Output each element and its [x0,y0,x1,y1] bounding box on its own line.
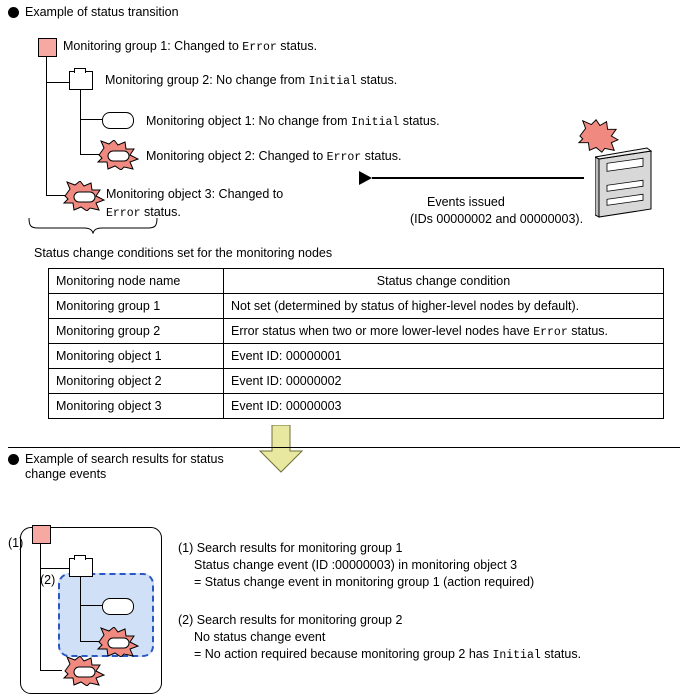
table-cell-condition: Error status when two or more lower-level nodes have Error status. [224,319,664,344]
table-cell-node-name: Monitoring object 1 [49,344,224,369]
section-heading-status-transition [8,5,179,20]
result-branch-object1 [80,605,102,606]
bullet-icon [8,454,19,465]
callout-1-label: (1) [8,536,24,550]
label-monitoring-group-2: Monitoring group 2: No change from Initial status. [105,73,398,88]
tree-branch-object1 [80,119,102,120]
callout-2-label: (2) [40,573,56,587]
table-row [49,319,664,344]
table-header-condition: Status change condition [224,269,664,294]
table-row [49,344,664,369]
node-monitoring-group-2[interactable] [69,71,93,90]
tree-branch-group2 [46,82,69,83]
tree-trunk-line-2 [80,90,81,154]
label-monitoring-object-2: Monitoring object 2: Changed to Error status. [146,149,402,164]
table-cell-node-name: Monitoring group 2 [49,319,224,344]
result-node-monitoring-object-1[interactable] [102,598,134,615]
events-arrow-line [372,177,584,179]
table-cell-condition: Event ID: 00000003 [224,394,664,419]
tree-trunk-line [46,55,47,195]
node-monitoring-object-1[interactable] [102,112,134,129]
search-result-1-line3: = Status change event in monitoring group 1 (action required) [194,575,535,589]
result-branch-object3 [40,670,62,671]
search-result-block-2 [178,612,581,664]
node-monitoring-object-3-error-icon[interactable] [62,181,96,209]
section-heading-label-line2: change events [25,467,107,481]
status-change-conditions-table [48,268,664,419]
label-monitoring-object-3-cont: Error status. [106,205,181,220]
events-issued-line-2: (IDs 00000002 and 00000003). [410,212,584,226]
server-illustration [595,143,657,221]
search-result-1-line2: Status change event (ID :00000003) in monitoring object 3 [194,558,518,572]
result-tree-trunk [40,543,41,670]
table-cell-condition: Event ID: 00000002 [224,369,664,394]
table-row [49,369,664,394]
section-heading-search-results [8,452,258,482]
label-monitoring-object-1: Monitoring object 1: No change from Initial status. [146,114,440,129]
section-heading-label-line1: Example of search results for status [25,452,224,466]
section-divider [8,447,680,448]
section-heading-label: Example of status transition [25,5,179,19]
result-node-monitoring-object-2-error-icon[interactable] [96,627,130,655]
table-row [49,294,664,319]
table-title: Status change conditions set for the monitoring nodes [34,246,333,260]
table-cell-condition: Event ID: 00000001 [224,344,664,369]
label-monitoring-group-1: Monitoring group 1: Changed to Error status. [63,39,318,54]
table-cell-condition: Not set (determined by status of higher-level nodes by default). [224,294,664,319]
events-issued-line-1: Events issued [427,195,505,209]
bullet-icon [8,7,19,18]
flow-down-arrow-icon [258,425,304,476]
result-branch-group2 [40,568,69,569]
result-tree-trunk-2 [80,577,81,641]
table-cell-node-name: Monitoring object 3 [49,394,224,419]
result-node-monitoring-group-1[interactable] [32,525,51,544]
events-arrow-head [359,171,372,185]
table-cell-node-name: Monitoring group 1 [49,294,224,319]
search-result-1-title: (1) Search results for monitoring group 1 [178,541,403,555]
search-result-2-title: (2) Search results for monitoring group 2 [178,613,403,627]
result-node-monitoring-object-3-error-icon[interactable] [62,656,96,684]
label-monitoring-object-3: Monitoring object 3: Changed to [106,187,284,201]
result-node-monitoring-group-2[interactable] [69,558,93,577]
server-error-burst-icon [577,118,611,146]
table-header-node-name: Monitoring node name [49,269,224,294]
node-monitoring-object-2-error-icon[interactable] [96,140,130,168]
table-header-row [49,269,664,294]
search-result-2-line3: = No action required because monitoring group 2 has Initial status. [194,647,582,662]
node-monitoring-group-1[interactable] [38,38,57,57]
search-result-block-1 [178,540,534,591]
tree-grouping-brace [28,218,158,237]
table-cell-node-name: Monitoring object 2 [49,369,224,394]
search-result-2-line2: No status change event [194,630,326,644]
table-row [49,394,664,419]
